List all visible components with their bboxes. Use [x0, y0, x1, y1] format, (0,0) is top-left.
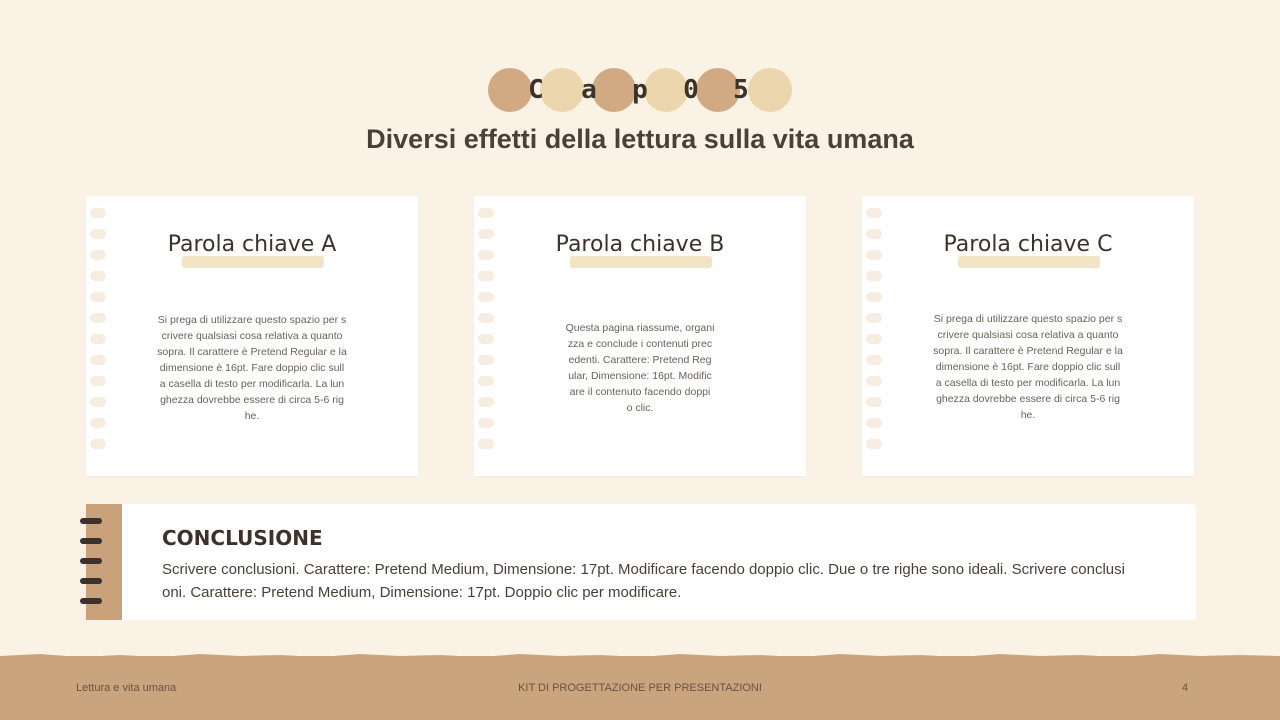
- conclusion-text: Scrivere conclusioni. Carattere: Pretend Medium, Dimensione: 17pt. Modificare facendo doppio clic. Due o tre righe sono ideali. Scrivere conclusi oni. Carattere: Pretend Medium, Dimensione: 17pt. Doppio clic per modificare.: [162, 561, 1125, 601]
- torn-edge: [0, 652, 1280, 660]
- title-highlight: [958, 256, 1100, 268]
- chapter-label: [488, 68, 792, 112]
- binder-rings: [80, 518, 106, 614]
- chapter-badge: [488, 68, 792, 112]
- keyword-card-b: [474, 196, 806, 476]
- chapter-letter: 0: [683, 75, 699, 105]
- chapter-letter: 5: [733, 75, 749, 105]
- conclusion-box: [86, 504, 1196, 620]
- card-title: Parola chiave A: [167, 232, 337, 257]
- page-number: 4: [1182, 682, 1189, 694]
- chapter-letter: C: [528, 75, 544, 105]
- footer-center-label: KIT DI PROGETTAZIONE PER PRESENTAZIONI: [518, 682, 762, 694]
- card-title: Parola chiave B: [555, 232, 725, 257]
- title-highlight: [182, 256, 324, 268]
- footer-left-label: Lettura e vita umana: [76, 682, 177, 694]
- card-title: Parola chiave C: [943, 232, 1113, 257]
- card-text: Si prega di utilizzare questo spazio per s crivere qualsiasi cosa relativa a quanto sopra. Il carattere è Pretend Regular e la dimensione è 16pt. Fare doppio clic sull a casella di testo per modificarla. La lun ghezza dovrebbe essere di circa 5-6 rig he.: [933, 313, 1123, 421]
- page-title: Diversi effetti della lettura sulla vita umana: [366, 124, 914, 154]
- card-text: Si prega di utilizzare questo spazio per s crivere qualsiasi cosa relativa a quanto sopra. Il carattere è Pretend Regular e la dimensione è 16pt. Fare doppio clic sull a casella di testo per modificarla. La lun ghezza dovrebbe essere di circa 5-6 rig he.: [157, 314, 347, 422]
- keyword-card-c: [862, 196, 1194, 476]
- card-text: Questa pagina riassume, organi zza e conclude i contenuti prec edenti. Carattere: Pretend Reg ular, Dimensione: 16pt. Modific are il contenuto facendo doppi o clic.: [565, 322, 715, 414]
- chapter-letter: p: [632, 75, 648, 105]
- keyword-card-a: [86, 196, 418, 476]
- chapter-letter: a: [581, 75, 597, 105]
- conclusion-title: CONCLUSIONE: [162, 526, 323, 550]
- footer: [0, 656, 1280, 720]
- title-highlight: [570, 256, 712, 268]
